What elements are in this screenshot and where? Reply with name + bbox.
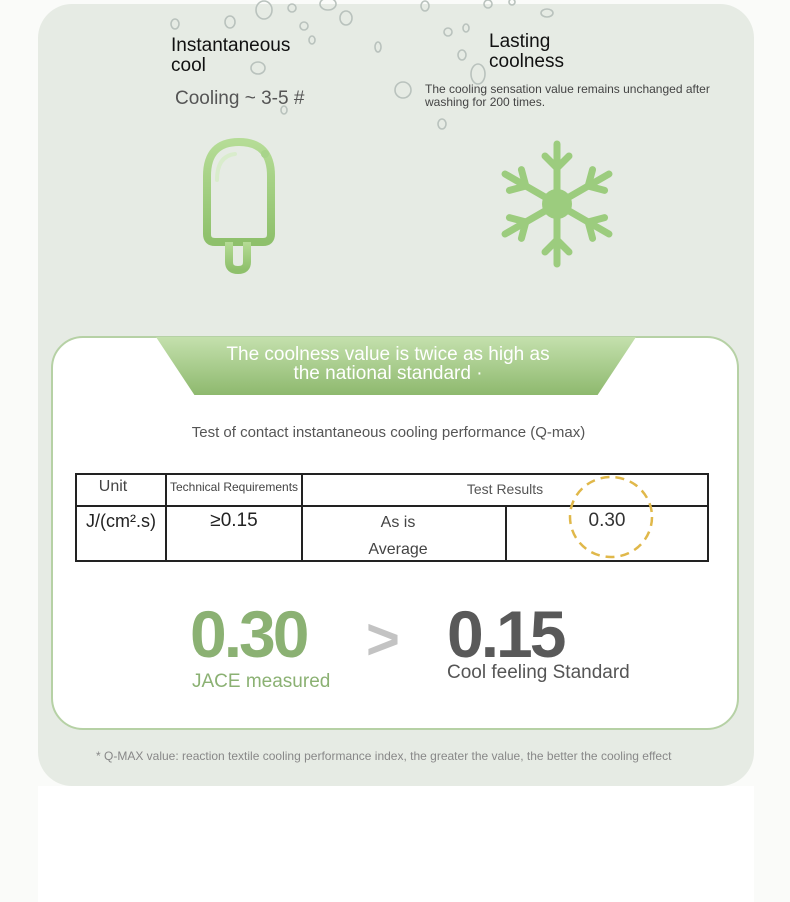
instant-cool-title-line1: Instantaneous — [171, 35, 291, 56]
qmax-footnote: * Q-MAX value: reaction textile cooling performance index, the greater the value, the better the cooling effect — [96, 749, 672, 763]
water-drop-icon — [421, 1, 429, 11]
water-drop-icon — [471, 64, 485, 84]
table-border-right — [707, 473, 709, 562]
water-drop-icon — [300, 22, 308, 30]
water-drop-icon — [484, 0, 492, 8]
header-unit: Unit — [98, 478, 128, 495]
water-drop-icon — [375, 42, 381, 52]
greater-than-symbol: > — [366, 607, 400, 672]
row-unit: J/(cm².s) — [86, 511, 156, 531]
row-method — [303, 509, 493, 563]
instant-cool-title-line2: cool — [171, 55, 206, 76]
water-drop-icon — [225, 16, 235, 28]
water-drop-icon — [438, 119, 446, 129]
cooling-range-text: Cooling ~ 3-5 # — [175, 88, 305, 109]
water-drop-icon — [541, 9, 553, 17]
banner-text — [156, 345, 620, 383]
water-drop-icon — [395, 82, 411, 98]
banner-line2: the national standard · — [293, 363, 483, 384]
row-requirement: ≥0.15 — [210, 510, 258, 531]
row-result: 0.30 — [588, 510, 626, 531]
row-method-line1: As is — [380, 514, 416, 531]
water-drop-icon — [463, 24, 469, 32]
water-drop-icon — [171, 19, 179, 29]
water-drop-icon — [320, 0, 336, 10]
lasting-coolness-title-line2: coolness — [489, 51, 564, 72]
water-drop-icon — [340, 11, 352, 25]
header-test-results: Test Results — [466, 481, 544, 497]
row-method-line2: Average — [368, 541, 428, 558]
water-drops-decoration — [0, 0, 790, 140]
lasting-coolness-title — [489, 32, 564, 72]
header-technical-requirements: Technical Requirements — [169, 480, 299, 494]
popsicle-icon — [195, 136, 285, 276]
test-title: Test of contact instantaneous cooling performance (Q-max) — [191, 424, 586, 441]
measured-value: 0.30 — [190, 597, 307, 671]
standard-label: Cool feeling Standard — [447, 662, 630, 683]
water-drop-icon — [309, 36, 315, 44]
water-drop-icon — [288, 4, 296, 12]
water-drop-icon — [444, 28, 452, 36]
highlight-circle — [566, 474, 656, 560]
banner-line1: The coolness value is twice as high as — [226, 344, 550, 365]
water-drop-icon — [256, 1, 272, 19]
lasting-coolness-title-line1: Lasting — [489, 31, 551, 52]
lasting-coolness-description: The cooling sensation value remains unchanged after washing for 200 times. — [425, 82, 710, 109]
water-drop-icon — [458, 50, 466, 60]
measured-label: JACE measured — [192, 671, 331, 692]
snowflake-icon — [497, 140, 617, 270]
standard-value: 0.15 — [447, 597, 564, 671]
instant-cool-title — [171, 36, 290, 76]
water-drop-icon — [509, 0, 515, 5]
lower-strip — [38, 786, 754, 902]
